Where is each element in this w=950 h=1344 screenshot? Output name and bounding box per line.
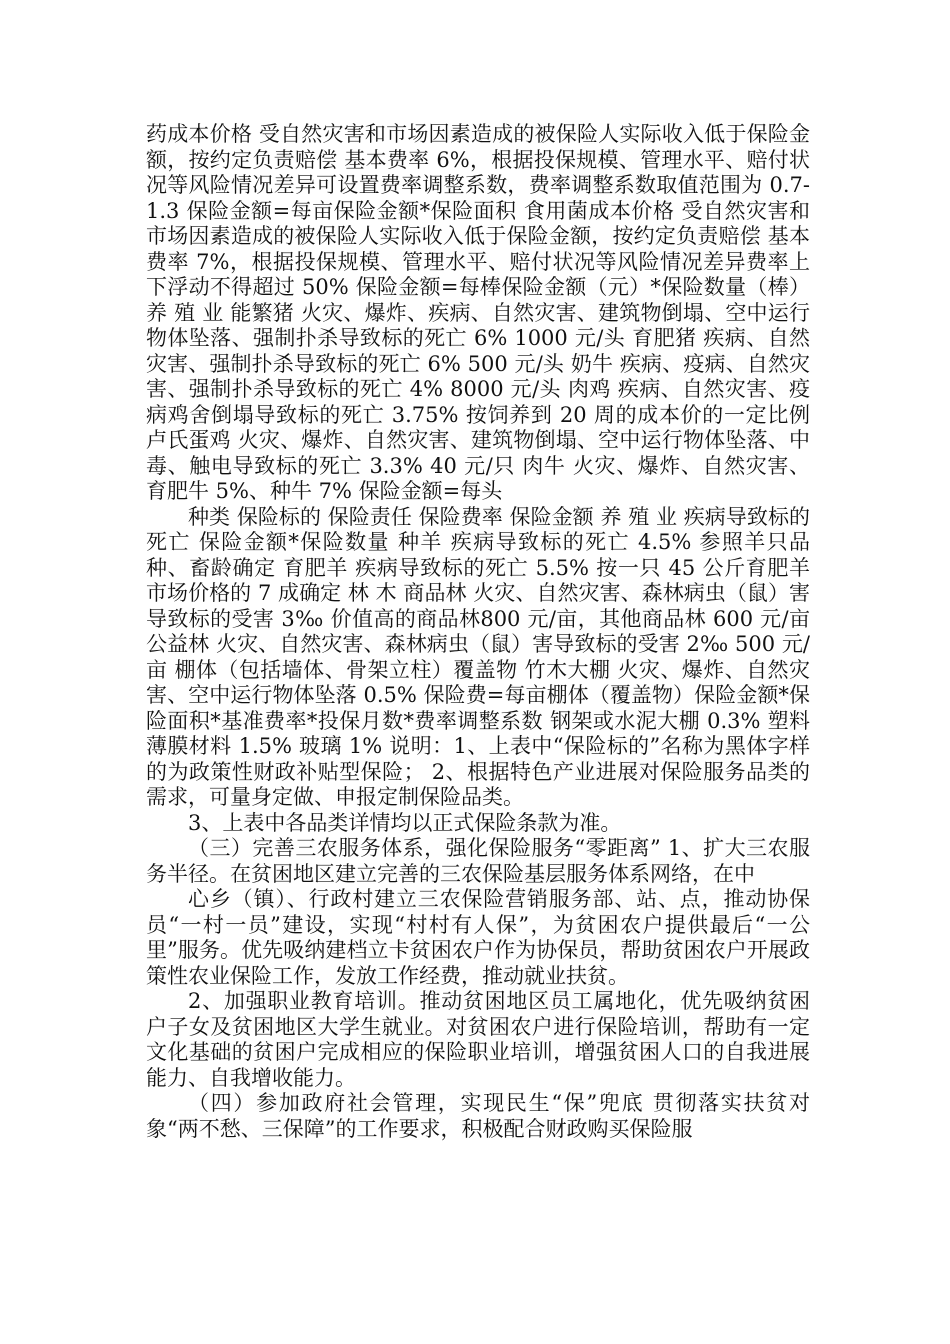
paragraph-insurance-table-header: 种类 保险标的 保险责任 保险费率 保险金额 养 殖 业 疾病导致标的死亡 保险金额*保险数量 种羊 疾病导致标的死亡 4.5% 参照羊只品种、畜龄确定 育肥羊 疾病导致标的死亡 5.5% 按一只 45 公斤育肥羊市场价格的 7 成确定 林 木 商品林 火灾、自然灾害、森林病虫（鼠）害导致标的受害 3‰ 价值高的商品林800 元/亩，其他商品林 600 元/亩 公益林 火灾、自然灾害、森林病虫（鼠）害导致标的受害 2‰ 500 元/亩 棚体（包括墙体、骨架立柱）覆盖物 竹木大棚 火灾、爆炸、自然灾害、空中运行物体坠落 0.5% 保险费=每亩棚体（覆盖物）保险金额*保险面积*基准费率*投保月数*费率调整系数 钢架或水泥大棚 0.3% 塑料薄膜材料 1.5% 玻璃 1% 说明：1、上表中“保险标的”名称为黑体字样的为政策性财政补贴型保险； 2、根据特色产业进展对保险服务品类的需求，可量身定做、申报定制保险品类。 (146, 504, 810, 809)
paragraph-section-four: （四）参加政府社会管理，实现民生“保”兜底 贯彻落实扶贫对象“两不愁、三保障”的工作要求，积极配合财政购买保险服 (146, 1091, 810, 1141)
document-body (146, 122, 810, 1142)
paragraph-insurance-table-continued: 药成本价格 受自然灾害和市场因素造成的被保险人实际收入低于保险金额，按约定负责赔偿 基本费率 6%，根据投保规模、管理水平、赔付状况等风险情况差异可设置费率调整系数，费率调整系数取值范围为 0.7-1.3 保险金额=每亩保险金额*保险面积 食用菌成本价格 受自然灾害和市场因素造成的被保险人实际收入低于保险金额，按约定负责赔偿 基本费率 7%，根据投保规模、管理水平、赔付状况等风险情况差异费率上下浮动不得超过 50% 保险金额=每棒保险金额（元）*保险数量（棒） 养 殖 业 能繁猪 火灾、爆炸、疾病、自然灾害、建筑物倒塌、空中运行物体坠落、强制扑杀导致标的死亡 6% 1000 元/头 育肥猪 疾病、自然灾害、强制扑杀导致标的死亡 6% 500 元/头 奶牛 疾病、疫病、自然灾害、强制扑杀导致标的死亡 4% 8000 元/头 肉鸡 疾病、自然灾害、疫病鸡舍倒塌导致标的死亡 3.75% 按饲养到 20 周的成本价的一定比例 卢氏蛋鸡 火灾、爆炸、自然灾害、建筑物倒塌、空中运行物体坠落、中毒、触电导致标的死亡 3.3% 40 元/只 肉牛 火灾、爆炸、自然灾害、育肥牛 5%、种牛 7% 保险金额=每头 (146, 122, 810, 503)
paragraph-section-three: （三）完善三农服务体系，强化保险服务“零距离” 1、扩大三农服务半径。在贫困地区建立完善的三农保险基层服务体系网络，在中 (146, 836, 810, 886)
paragraph-note-3: 3、上表中各品类详情均以正式保险条款为准。 (188, 810, 622, 835)
paragraph-vocational-training: 2、加强职业教育培训。推动贫困地区员工属地化，优先吸纳贫困户子女及贫困地区大学生就业。对贫困农户进行保险培训，帮助有一定文化基础的贫困户完成相应的保险职业培训，增强贫困人口的自我进展能力、自我增收能力。 (146, 989, 810, 1090)
paragraph-service-network: 心乡（镇）、行政村建立三农保险营销服务部、站、点，推动协保员“一村一员”建设，实现“村村有人保”，为贫困农户提供最后“一公里”服务。优先吸纳建档立卡贫困农户作为协保员，帮助贫困农户开展政策性农业保险工作，发放工作经费，推动就业扶贫。 (146, 887, 810, 988)
